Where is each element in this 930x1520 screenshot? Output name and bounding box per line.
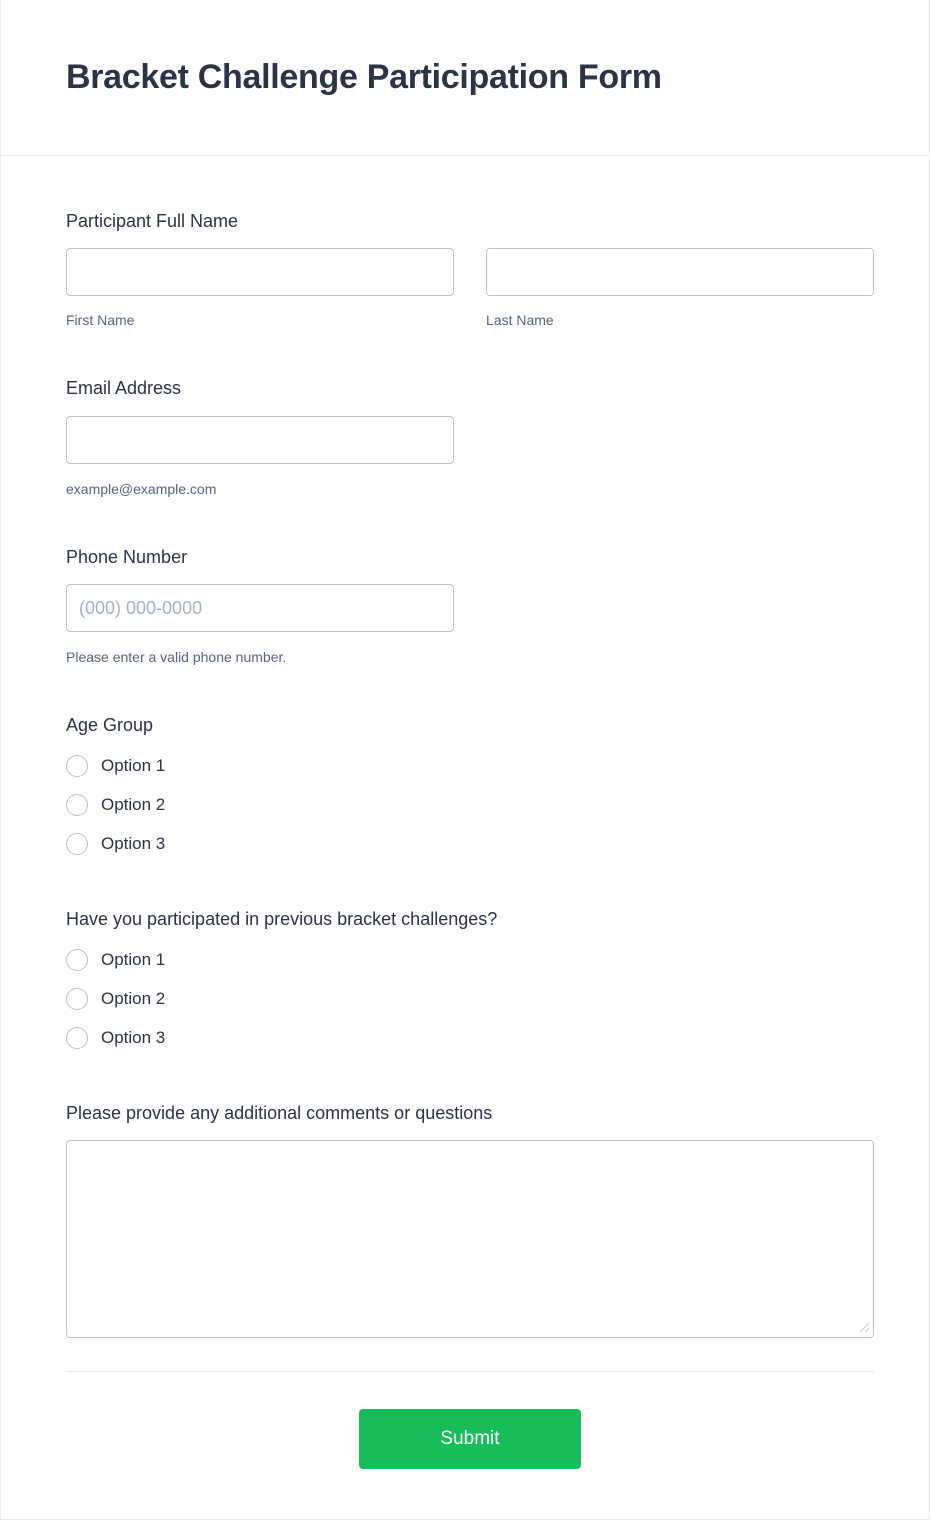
- email-sublabel: example@example.com: [66, 481, 217, 497]
- email-label: Email Address: [66, 378, 182, 398]
- field-age-group: [66, 713, 874, 856]
- age-group-label: Age Group: [66, 715, 154, 735]
- radio-button-icon[interactable]: [66, 833, 88, 855]
- previous-option-2[interactable]: [66, 987, 874, 1011]
- full-name-label: Participant Full Name: [66, 211, 239, 231]
- previous-participation-label: Have you participated in previous bracket challenges?: [66, 909, 498, 929]
- age-option-2-label: Option 2: [101, 795, 166, 814]
- phone-label: Phone Number: [66, 547, 188, 567]
- previous-option-2-label: Option 2: [101, 989, 166, 1008]
- age-option-1-label: Option 1: [101, 756, 166, 775]
- age-option-3-label: Option 3: [101, 834, 166, 853]
- email-input[interactable]: [66, 416, 454, 464]
- field-previous-participation: [66, 907, 874, 1050]
- radio-button-icon[interactable]: [66, 949, 88, 971]
- age-option-2[interactable]: [66, 793, 874, 817]
- previous-option-1-label: Option 1: [101, 950, 166, 969]
- comments-textarea[interactable]: [66, 1140, 874, 1338]
- form-header: [1, 0, 929, 156]
- field-comments: [66, 1101, 874, 1338]
- age-option-1[interactable]: [66, 754, 874, 778]
- comments-label: Please provide any additional comments or questions: [66, 1103, 493, 1123]
- submit-row: [66, 1372, 874, 1469]
- field-email: [66, 376, 874, 498]
- form-title: Bracket Challenge Participation Form: [66, 58, 662, 96]
- first-name-input[interactable]: [66, 248, 454, 296]
- first-name-sublabel: First Name: [66, 312, 135, 328]
- phone-sublabel: Please enter a valid phone number.: [66, 649, 287, 665]
- last-name-sublabel: Last Name: [486, 312, 554, 328]
- phone-input[interactable]: [66, 584, 454, 632]
- first-name-column: [66, 248, 454, 329]
- comments-textarea-wrap: [66, 1140, 874, 1338]
- previous-option-3[interactable]: [66, 1026, 874, 1050]
- age-option-3[interactable]: [66, 832, 874, 856]
- previous-option-1[interactable]: [66, 948, 874, 972]
- radio-button-icon[interactable]: [66, 794, 88, 816]
- previous-option-3-label: Option 3: [101, 1028, 166, 1047]
- form-body: [1, 209, 929, 1469]
- last-name-input[interactable]: [486, 248, 874, 296]
- radio-button-icon[interactable]: [66, 988, 88, 1010]
- name-inputs-row: [66, 248, 874, 329]
- field-full-name: [66, 209, 874, 329]
- submit-button[interactable]: Submit: [359, 1409, 581, 1469]
- previous-participation-options: [66, 948, 874, 1050]
- last-name-column: [486, 248, 874, 329]
- field-phone: [66, 545, 874, 666]
- radio-button-icon[interactable]: [66, 755, 88, 777]
- radio-button-icon[interactable]: [66, 1027, 88, 1049]
- age-group-options: [66, 754, 874, 856]
